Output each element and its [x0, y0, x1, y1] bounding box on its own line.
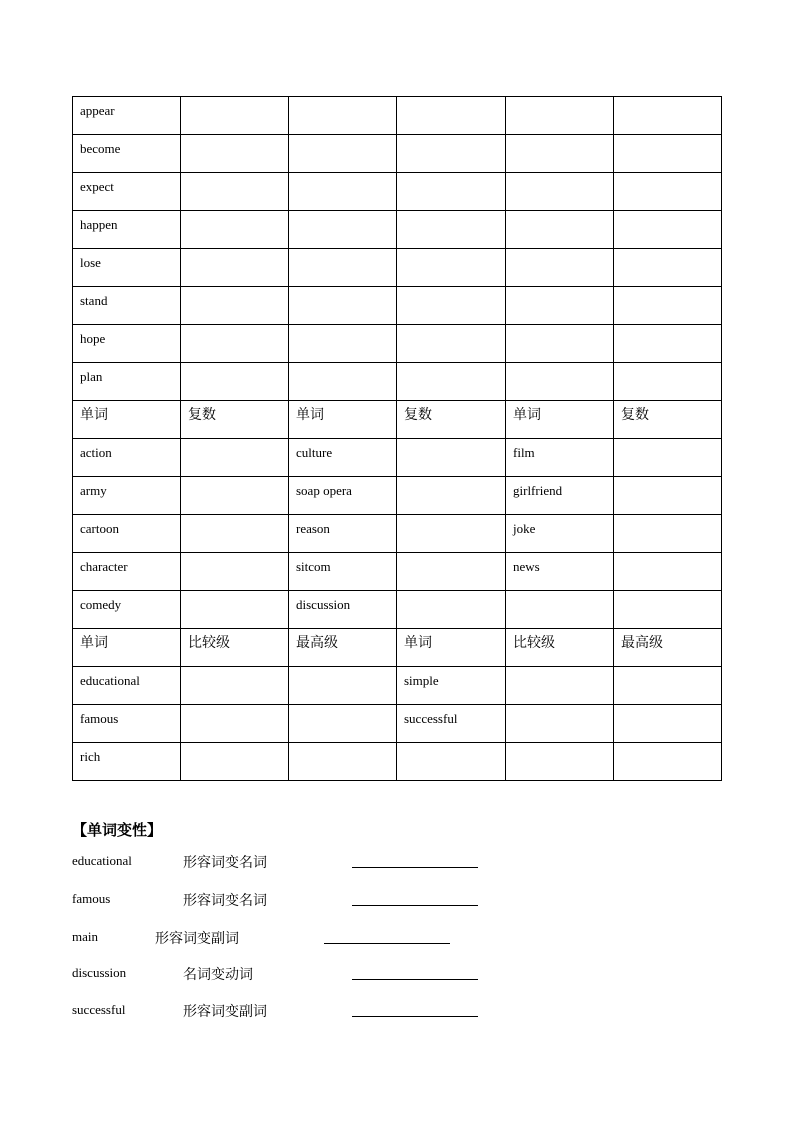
header-cell-plural: 复数 [397, 401, 506, 439]
answer-cell[interactable] [506, 97, 614, 135]
word-cell: culture [289, 439, 397, 477]
word-cell: film [506, 439, 614, 477]
word-cell: girlfriend [506, 477, 614, 515]
answer-cell[interactable] [506, 705, 614, 743]
word-change-item [72, 929, 532, 949]
header-cell-word: 单词 [73, 401, 181, 439]
answer-cell[interactable] [181, 249, 289, 287]
answer-blank[interactable] [352, 905, 478, 906]
word-change-item [72, 965, 532, 985]
plural-row [73, 515, 722, 553]
answer-blank[interactable] [352, 979, 478, 980]
answer-cell[interactable] [614, 553, 722, 591]
word-change-word: successful [72, 1002, 126, 1017]
verb-row [73, 249, 722, 287]
answer-cell[interactable] [181, 743, 289, 781]
answer-cell[interactable] [506, 173, 614, 211]
word-cell: news [506, 553, 614, 591]
word-cell: lose [73, 249, 181, 287]
word-cell: discussion [289, 591, 397, 629]
answer-cell[interactable] [614, 249, 722, 287]
header-cell-word: 单词 [73, 629, 181, 667]
answer-cell[interactable] [506, 249, 614, 287]
header-cell-plural: 复数 [614, 401, 722, 439]
header-cell-comparative: 比较级 [181, 629, 289, 667]
answer-cell[interactable] [397, 249, 506, 287]
word-cell: stand [73, 287, 181, 325]
verb-row [73, 287, 722, 325]
verb-row [73, 325, 722, 363]
word-change-word: main [72, 929, 98, 944]
answer-blank[interactable] [324, 943, 450, 944]
word-cell: soap opera [289, 477, 397, 515]
word-change-rule: 名词变动词 [183, 967, 253, 983]
answer-cell[interactable] [397, 477, 506, 515]
word-cell: successful [397, 705, 506, 743]
word-cell: plan [73, 363, 181, 401]
word-cell: sitcom [289, 553, 397, 591]
answer-cell[interactable] [181, 515, 289, 553]
answer-cell[interactable] [289, 743, 397, 781]
answer-cell[interactable] [397, 97, 506, 135]
answer-blank[interactable] [352, 867, 478, 868]
answer-blank[interactable] [352, 1016, 478, 1017]
word-change-rule: 形容词变名词 [183, 855, 267, 871]
answer-cell[interactable] [397, 211, 506, 249]
answer-cell[interactable] [289, 249, 397, 287]
word-cell: hope [73, 325, 181, 363]
answer-cell[interactable] [181, 477, 289, 515]
answer-cell[interactable] [289, 211, 397, 249]
answer-cell[interactable] [506, 287, 614, 325]
answer-cell[interactable] [397, 287, 506, 325]
answer-cell[interactable] [614, 135, 722, 173]
answer-cell[interactable] [397, 135, 506, 173]
word-change-rule: 形容词变名词 [183, 893, 267, 909]
answer-cell[interactable] [614, 173, 722, 211]
comparison-row [73, 667, 722, 705]
answer-cell[interactable] [397, 173, 506, 211]
answer-cell[interactable] [614, 439, 722, 477]
answer-cell[interactable] [614, 211, 722, 249]
verb-row [73, 173, 722, 211]
word-table [72, 96, 722, 781]
word-change-word: famous [72, 891, 111, 906]
header-cell-plural: 复数 [181, 401, 289, 439]
answer-cell[interactable] [506, 743, 614, 781]
verb-row [73, 135, 722, 173]
plural-row [73, 477, 722, 515]
answer-cell[interactable] [506, 135, 614, 173]
answer-cell[interactable] [289, 705, 397, 743]
word-cell: simple [397, 667, 506, 705]
word-cell: comedy [73, 591, 181, 629]
word-change-rule: 形容词变副词 [183, 1004, 267, 1020]
answer-cell[interactable] [614, 667, 722, 705]
answer-cell[interactable] [289, 363, 397, 401]
answer-cell[interactable] [397, 591, 506, 629]
answer-cell[interactable] [397, 515, 506, 553]
answer-cell[interactable] [614, 705, 722, 743]
answer-cell[interactable] [289, 97, 397, 135]
word-cell: become [73, 135, 181, 173]
header-cell-comparative: 比较级 [506, 629, 614, 667]
header-cell-word: 单词 [506, 401, 614, 439]
comparison-header-row [73, 629, 722, 667]
plural-row [73, 591, 722, 629]
word-cell: cartoon [73, 515, 181, 553]
answer-cell[interactable] [614, 363, 722, 401]
word-cell: rich [73, 743, 181, 781]
word-cell: reason [289, 515, 397, 553]
verb-row [73, 211, 722, 249]
plural-row [73, 439, 722, 477]
answer-cell[interactable] [181, 211, 289, 249]
answer-cell[interactable] [397, 363, 506, 401]
word-cell: appear [73, 97, 181, 135]
answer-cell[interactable] [397, 325, 506, 363]
answer-cell[interactable] [181, 97, 289, 135]
word-cell [506, 591, 614, 629]
word-cell: happen [73, 211, 181, 249]
answer-cell[interactable] [614, 97, 722, 135]
word-cell: army [73, 477, 181, 515]
header-cell-word: 单词 [397, 629, 506, 667]
answer-cell[interactable] [397, 439, 506, 477]
word-change-word: educational [72, 853, 132, 868]
answer-cell[interactable] [506, 211, 614, 249]
answer-cell[interactable] [289, 287, 397, 325]
plural-row [73, 553, 722, 591]
word-change-item [72, 853, 532, 873]
word-cell [397, 743, 506, 781]
word-cell: educational [73, 667, 181, 705]
answer-cell[interactable] [614, 591, 722, 629]
answer-cell[interactable] [289, 667, 397, 705]
plural-header-row [73, 401, 722, 439]
answer-cell[interactable] [614, 325, 722, 363]
answer-cell[interactable] [289, 325, 397, 363]
word-change-title: 【单词变性】 [72, 821, 163, 839]
word-change-rule: 形容词变副词 [155, 931, 239, 947]
word-cell: character [73, 553, 181, 591]
word-cell: expect [73, 173, 181, 211]
answer-cell[interactable] [181, 135, 289, 173]
answer-cell[interactable] [181, 439, 289, 477]
answer-cell[interactable] [614, 287, 722, 325]
word-cell: famous [73, 705, 181, 743]
answer-cell[interactable] [289, 135, 397, 173]
answer-cell[interactable] [506, 667, 614, 705]
word-cell: joke [506, 515, 614, 553]
answer-cell[interactable] [181, 553, 289, 591]
word-cell: action [73, 439, 181, 477]
answer-cell[interactable] [181, 667, 289, 705]
answer-cell[interactable] [181, 591, 289, 629]
answer-cell[interactable] [614, 515, 722, 553]
word-change-item [72, 1002, 532, 1022]
answer-cell[interactable] [181, 173, 289, 211]
answer-cell[interactable] [181, 287, 289, 325]
word-change-item [72, 891, 532, 911]
answer-cell[interactable] [397, 553, 506, 591]
answer-cell[interactable] [614, 743, 722, 781]
answer-cell[interactable] [289, 173, 397, 211]
answer-cell[interactable] [181, 363, 289, 401]
word-change-word: discussion [72, 965, 127, 980]
answer-cell[interactable] [506, 325, 614, 363]
header-cell-word: 单词 [289, 401, 397, 439]
answer-cell[interactable] [614, 477, 722, 515]
header-cell-superlative: 最高级 [614, 629, 722, 667]
answer-cell[interactable] [181, 705, 289, 743]
comparison-row [73, 743, 722, 781]
verb-row [73, 363, 722, 401]
comparison-row [73, 705, 722, 743]
answer-cell[interactable] [506, 363, 614, 401]
verb-row [73, 97, 722, 135]
answer-cell[interactable] [181, 325, 289, 363]
header-cell-superlative: 最高级 [289, 629, 397, 667]
